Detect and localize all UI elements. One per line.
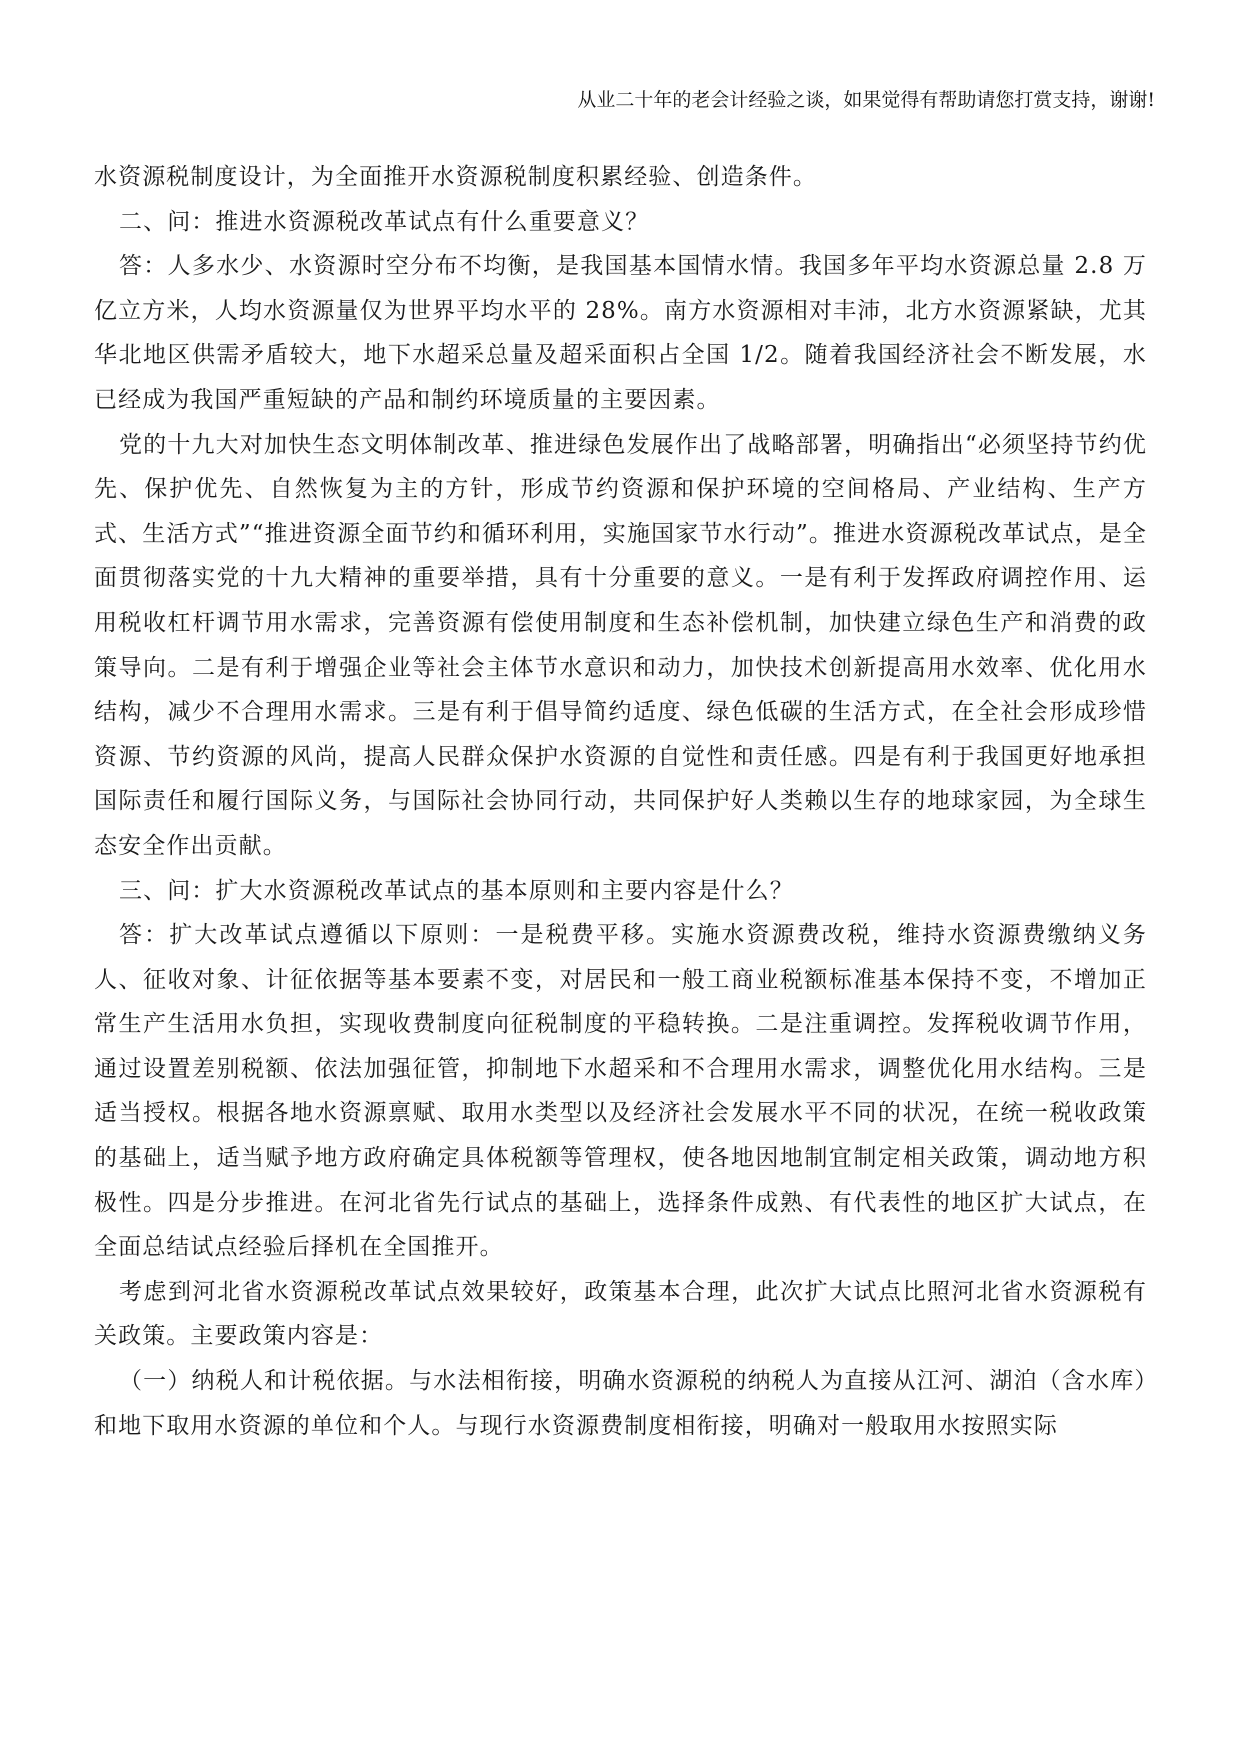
question-heading: 三、问：扩大水资源税改革试点的基本原则和主要内容是什么？ xyxy=(119,877,794,904)
body-paragraph: 考虑到河北省水资源税改革试点效果较好，政策基本合理，此次扩大试点比照河北省水资源税有关政策。主要政策内容是： xyxy=(94,1278,1147,1350)
body-paragraph: 党的十九大对加快生态文明体制改革、推进绿色发展作出了战略部署，明确指出“必须坚持节约优先、保护优先、自然恢复为主的方针，形成节约资源和保护环境的空间格局、产业结构、生产方式、生活方式”“推进资源全面节约和循环利用，实施国家节水行动”。推进水资源税改革试点，是全面贯彻落实党的十九大精神的重要举措，具有十分重要的意义。一是有利于发挥政府调控作用、运用税收杠杆调节用水需求，完善资源有偿使用制度和生态补偿机制，加快建立绿色生产和消费的政策导向。二是有利于增强企业等社会主体节水意识和动力，加快技术创新提高用水效率、优化用水结构，减少不合理用水需求。三是有利于倡导简约适度、绿色低碳的生活方式，在全社会形成珍惜资源、节约资源的风尚，提高人民群众保护水资源的自觉性和责任感。四是有利于我国更好地承担国际责任和履行国际义务，与国际社会协同行动，共同保护好人类赖以生存的地球家园，为全球生态安全作出贡献。 xyxy=(94,431,1147,859)
answer-paragraph: 答：扩大改革试点遵循以下原则：一是税费平移。实施水资源费改税，维持水资源费缴纳义务人、征收对象、计征依据等基本要素不变，对居民和一般工商业税额标准基本保持不变，不增加正常生产生活用水负担，实现收费制度向征税制度的平稳转换。二是注重调控。发挥税收调节作用，通过设置差别税额、依法加强征管，抑制地下水超采和不合理用水需求，调整优化用水结构。三是适当授权。根据各地水资源禀赋、取用水类型以及经济社会发展水平不同的状况，在统一税收政策的基础上，适当赋予地方政府确定具体税额等管理权，使各地因地制宜制定相关政策，调动地方积极性。四是分步推进。在河北省先行试点的基础上，选择条件成熟、有代表性的地区扩大试点，在全面总结试点经验后择机在全国推开。 xyxy=(94,922,1147,1261)
document-body xyxy=(94,155,1147,1448)
header-note: 从业二十年的老会计经验之谈，如果觉得有帮助请您打赏支持，谢谢! xyxy=(577,89,1155,111)
paragraph-continuation: 水资源税制度设计，为全面推开水资源税制度积累经验、创造条件。 xyxy=(94,164,817,190)
question-heading: 二、问：推进水资源税改革试点有什么重要意义？ xyxy=(119,208,650,235)
body-paragraph: （一）纳税人和计税依据。与水法相衔接，明确水资源税的纳税人为直接从江河、湖泊（含水库）和地下取用水资源的单位和个人。与现行水资源费制度相衔接，明确对一般取用水按照实际 xyxy=(94,1368,1147,1439)
answer-paragraph: 答：人多水少、水资源时空分布不均衡，是我国基本国情水情。我国多年平均水资源总量 2.8 万亿立方米，人均水资源量仅为世界平均水平的 28%。南方水资源相对丰沛，北方水资源紧缺，尤其华北地区供需矛盾较大，地下水超采总量及超采面积占全国 1/2。随着我国经济社会不断发展，水已经成为我国严重短缺的产品和制约环境质量的主要因素。 xyxy=(94,253,1147,413)
